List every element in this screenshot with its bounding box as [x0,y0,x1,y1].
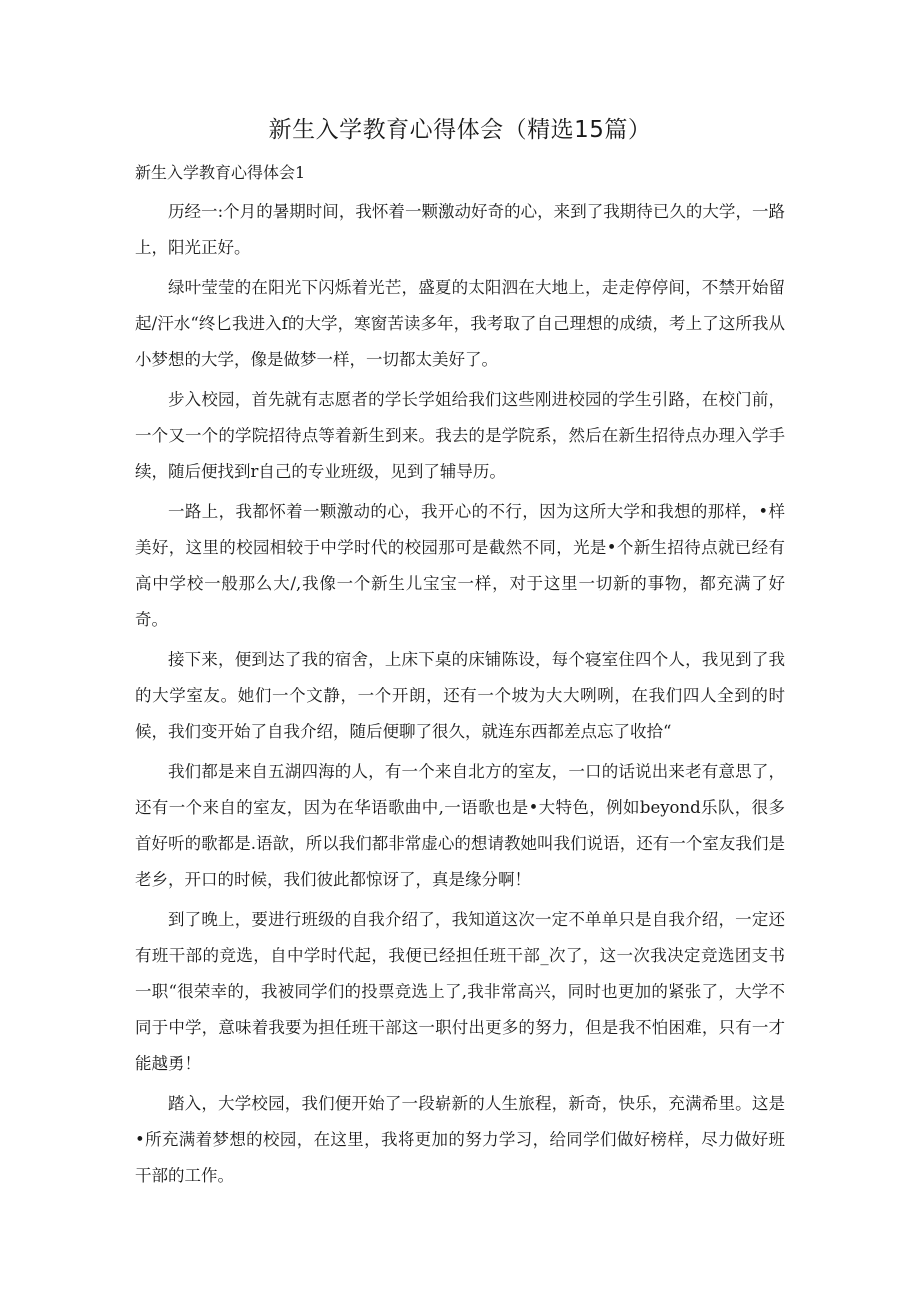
paragraph: 历经一:个月的暑期时间，我怀着一颗激动好奇的心，来到了我期待已久的大学，一路上，阳光正好。 [135,202,785,257]
document-page [135,114,785,1198]
paragraph: 绿叶莹莹的在阳光下闪烁着光芒，盛夏的太阳泗在大地上，走走停停间，不禁开始留起/汗水“终匕我进入f的大学，寒窗苦读多年，我考取了自己理想的成绩，考上了这所我从小梦想的大学，像是做梦一样，一切都太美好了。 [135,278,785,369]
section-heading: 新生入学教育心得体会1 [135,163,306,182]
paragraph: 一路上，我都怀着一颗激动的心，我开心的不行，因为这所大学和我想的那样，•样美好，这里的校园相较于中学时代的校园那可是截然不同，光是•个新生招待点就已经有高中学校一般那么大/,我像一个新生儿宝宝一样，对于这里一切新的事物，都充满了好奇。 [135,502,785,629]
paragraph: 步入校园，首先就有志愿者的学长学姐给我们这些刚进校园的学生引路，在校门前，一个又一个的学院招待点等着新生到来。我去的是学院系，然后在新生招待点办理入学手续，随后便找到r自己的专业班级，见到了辅导历。 [135,390,785,481]
paragraph: 到了晚上，要进行班级的自我介绍了，我知道这次一定不单单只是自我介绍，一定还有班干部的竞选，自中学时代起，我便已经担任班干部_次了，这一次我决定竞选团支书一职“很荣幸的，我被同学们的投票竞选上了,我非常高兴，同时也更加的紧张了，大学不同于中学，意味着我要为担任班干部这一职付出更多的努力，但是我不怕困难，只有一才能越勇！ [135,910,785,1073]
paragraph: 踏入，大学校园，我们便开始了一段崭新的人生旅程，新奇，快乐，充满希里。这是•所充满着梦想的校园，在这里，我将更加的努力学习，给同学们做好榜样，尽力做好班干部的工作。 [135,1094,785,1185]
paragraph: 接下来，便到达了我的宿舍，上床下桌的床铺陈设，每个寝室住四个人，我见到了我的大学室友。她们一个文静，一个开朗，还有一个坡为大大咧咧，在我们四人全到的时候，我们变开始了自我介绍，随后便聊了很久，就连东西都差点忘了收拾“ [135,650,785,741]
paragraph: 我们都是来自五湖四海的人，有一个来自北方的室友，一口的话说出来老有意思了，还有一个来自的室友，因为在华语歌曲中,一语歌也是•大特色，例如beyond乐队，很多首好听的歌都是.语歆，所以我们都非常虚心的想请教她叫我们说语，还有一个室友我们是老乡，开口的时候，我们彼此都惊讶了，真是缘分啊！ [135,762,785,889]
document-title: 新生入学教育心得体会（精选15篇） [268,117,652,143]
